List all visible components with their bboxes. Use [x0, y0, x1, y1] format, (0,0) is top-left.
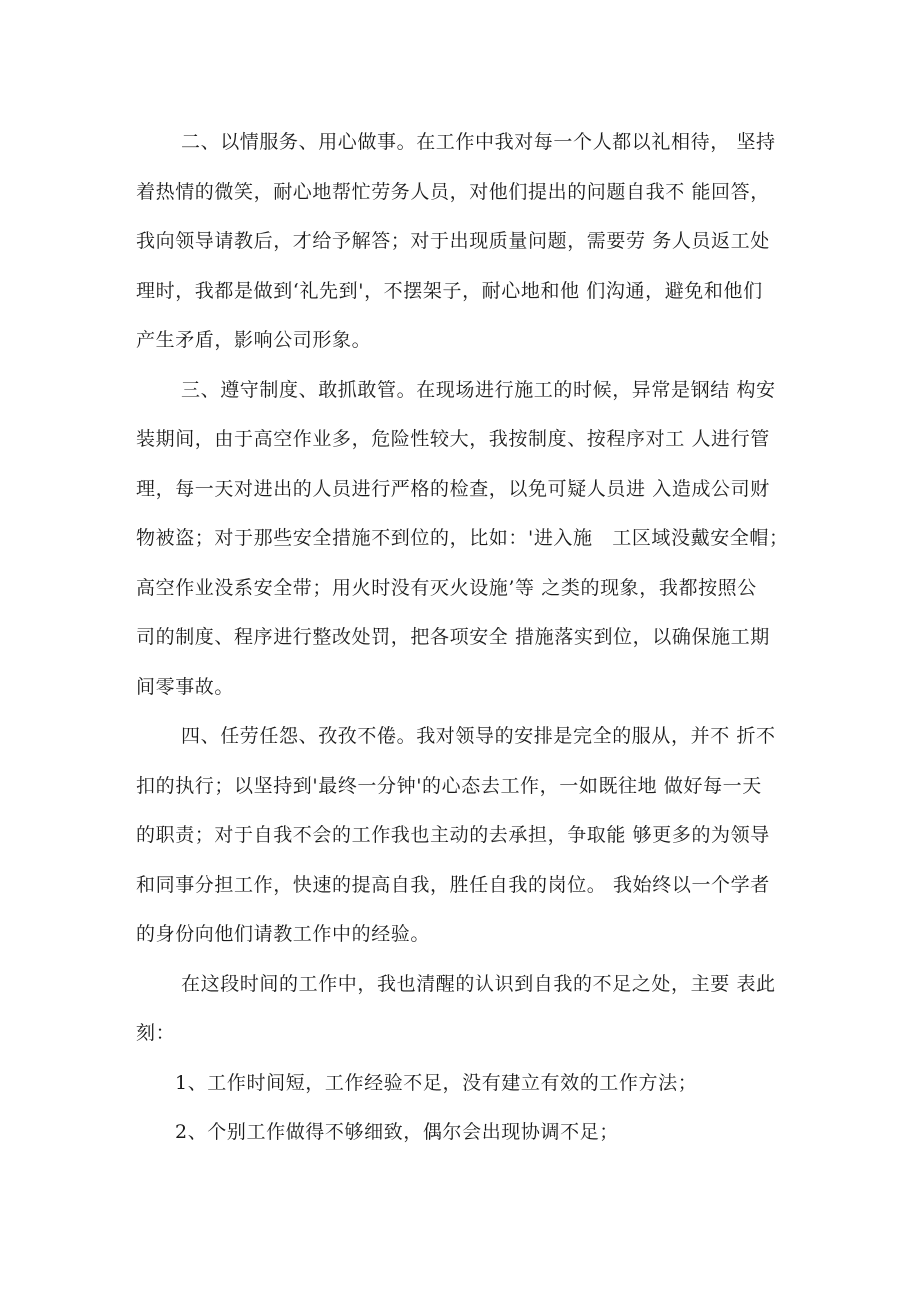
- paragraph-4-line-3: 的职责；对于自我不会的工作我也主动的去承担，争取能 够更多的为领导: [136, 824, 770, 846]
- paragraph-3-line-6: 司的制度、程序进行整改处罚，把各项安全 措施落实到位，以确保施工期: [136, 626, 770, 648]
- list-item-2: 2、个别工作做得不够细致，偶尔会出现协调不足；: [175, 1121, 619, 1143]
- paragraph-4-line-4: 和同事分担工作，快速的提高自我，胜任自我的岗位。 我始终以一个学者: [136, 874, 770, 896]
- paragraph-3-line-1: 三、遵守制度、敢抓敢管。在现场进行施工的时候，异常是钢结 构安: [181, 379, 776, 401]
- paragraph-3-line-7: 间零事故。: [136, 676, 235, 698]
- paragraph-3-line-3: 理，每一天对进出的人员进行严格的检查，以免可疑人员进 入造成公司财: [136, 478, 770, 500]
- paragraph-2-line-5: 产生矛盾，影响公司形象。: [136, 329, 372, 351]
- paragraph-5-line-1: 在这段时间的工作中，我也清醒的认识到自我的不足之处，主要 表此: [181, 973, 776, 995]
- paragraph-4-line-1: 四、任劳任怨、孜孜不倦。我对领导的安排是完全的服从，并不 折不: [181, 725, 776, 747]
- paragraph-4-line-5: 的身份向他们请教工作中的经验。: [136, 923, 431, 945]
- paragraph-2-line-1: 二、以情服务、用心做事。在工作中我对每一个人都以礼相待， 坚持: [181, 131, 776, 153]
- list-item-1: 1、工作时间短，工作经验不足，没有建立有效的工作方法；: [175, 1072, 698, 1094]
- paragraph-2-line-3: 我向领导请教后，才给予解答；对于出现质量问题，需要劳 务人员返工处: [136, 230, 770, 252]
- paragraph-3-line-4: 物被盗；对于那些安全措施不到位的，比如：'进入施 工区域没戴安全帽；: [136, 527, 789, 549]
- paragraph-5-line-2: 刻：: [136, 1022, 176, 1044]
- paragraph-2-line-2: 着热情的微笑，耐心地帮忙劳务人员，对他们提出的问题自我不 能回答，: [136, 181, 770, 203]
- paragraph-2-line-4: 理时，我都是做到‘礼先到'，不摆架子，耐心地和他 们沟通，避免和他们: [136, 280, 763, 302]
- paragraph-3-line-2: 装期间，由于高空作业多，危险性较大，我按制度、按程序对工 人进行管: [136, 428, 770, 450]
- paragraph-3-line-5: 高空作业没系安全带；用火时没有灭火设施’等 之类的现象，我都按照公: [136, 577, 757, 599]
- paragraph-4-line-2: 扣的执行；以坚持到'最终一分钟'的心态去工作，一如既往地 做好每一天: [136, 775, 762, 797]
